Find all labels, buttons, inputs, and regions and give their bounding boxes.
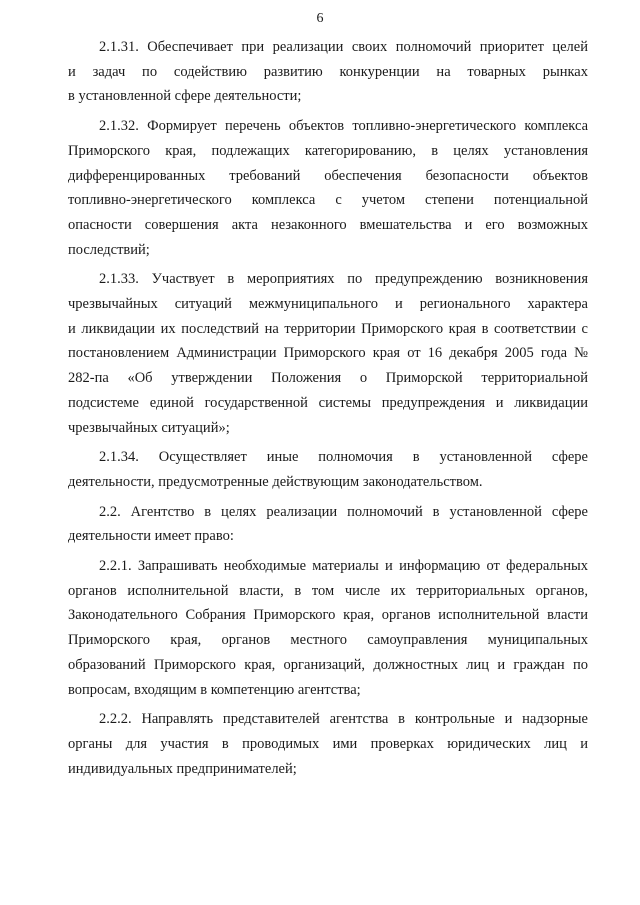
paragraph-line: и задач по содействию развитию конкуренции на товарных рынках: [68, 63, 588, 80]
paragraph-line: 2.1.32. Формирует перечень объектов топливно-энергетического комплекса: [99, 118, 588, 135]
paragraph-line: 2.2.1. Запрашивать необходимые материалы и информацию от федеральных: [99, 558, 588, 575]
paragraph-line: 2.1.31. Обеспечивает при реализации своих полномочий приоритет целей: [99, 39, 588, 55]
paragraph-2-1-32: [68, 114, 588, 262]
paragraph-2-2-1: [68, 554, 588, 702]
paragraph-line: в установленной сфере деятельности;: [68, 88, 302, 105]
paragraph-line: Законодательного Собрания Приморского края, органов исполнительной власти: [68, 607, 588, 624]
paragraph-line: 2.1.33. Участвует в мероприятиях по предупреждению возникновения: [99, 271, 588, 288]
paragraph-line: органы для участия в проводимых ими проверках юридических лиц и: [68, 735, 588, 752]
paragraph-line: дифференцированных требований обеспечения безопасности объектов: [68, 167, 588, 184]
paragraph-line: органов исполнительной власти, в том числе их территориальных органов,: [68, 582, 588, 599]
paragraph-line: и ликвидации их последствий на территории Приморского края в соответствии с: [68, 320, 588, 337]
paragraph-line: подсистеме единой государственной системы предупреждения и ликвидации: [68, 394, 588, 411]
paragraph-line: последствий;: [68, 241, 150, 258]
paragraph-line: опасности совершения акта незаконного вмешательства и его возможных: [68, 216, 588, 233]
paragraph-line: деятельности, предусмотренные действующим законодательством.: [68, 473, 483, 490]
paragraph-2-1-34: [68, 445, 588, 494]
paragraph-line: чрезвычайных ситуаций»;: [68, 419, 230, 436]
paragraph-line: 2.2.2. Направлять представителей агентства в контрольные и надзорные: [99, 711, 588, 728]
paragraph-2-1-31: [68, 35, 588, 109]
paragraph-line: 2.2. Агентство в целях реализации полномочий в установленной сфере: [99, 503, 588, 520]
paragraph-line: Приморского края, подлежащих категорированию, в целях установления: [68, 142, 588, 159]
paragraph-line: 2.1.34. Осуществляет иные полномочия в установленной сфере: [99, 449, 588, 466]
paragraph-line: деятельности имеет право:: [68, 528, 234, 545]
paragraph-line: 282-па «Об утверждении Положения о Приморской территориальной: [68, 370, 588, 387]
paragraph-line: образований Приморского края, организаций, должностных лиц и граждан по: [68, 656, 588, 673]
page-number: 6: [316, 11, 324, 26]
paragraph-line: Приморского края, органов местного самоуправления муниципальных: [68, 632, 588, 649]
paragraph-line: топливно-энергетического комплекса с учетом степени потенциальной: [68, 192, 588, 209]
paragraph-line: вопросам, входящим в компетенцию агентства;: [68, 681, 361, 698]
paragraph-2-1-33: [68, 267, 588, 440]
paragraph-line: чрезвычайных ситуаций межмуниципального и регионального характера: [68, 296, 588, 313]
paragraph-line: постановлением Администрации Приморского края от 16 декабря 2005 года №: [68, 345, 588, 362]
paragraph-line: индивидуальных предпринимателей;: [68, 760, 297, 777]
document-body: [68, 35, 588, 786]
paragraph-2-2-2: [68, 707, 588, 781]
paragraph-2-2: [68, 500, 588, 549]
